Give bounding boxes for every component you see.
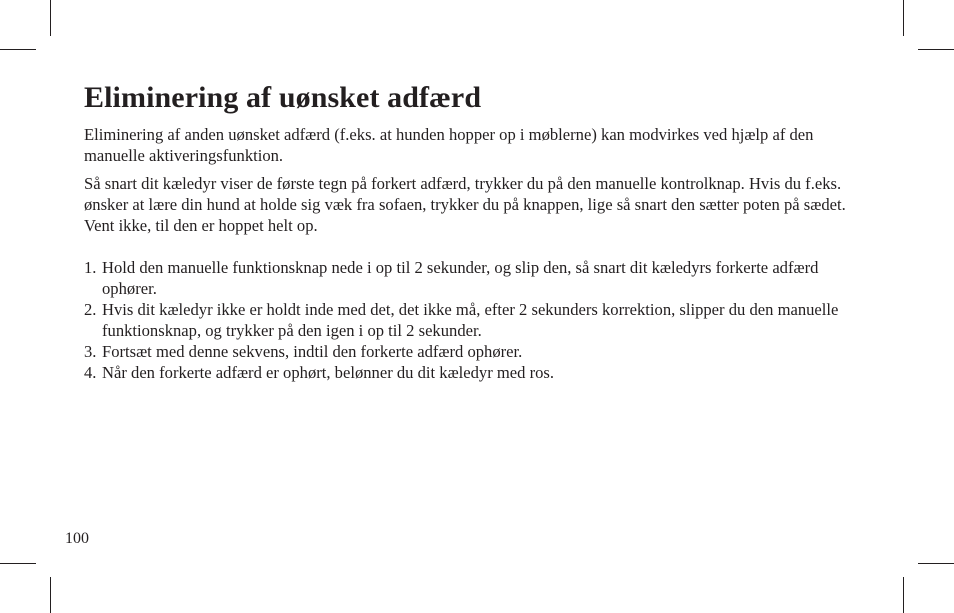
list-item bbox=[84, 341, 874, 362]
steps-list bbox=[84, 257, 874, 383]
step-text: Fortsæt med denne sekvens, indtil den forkerte adfærd ophører. bbox=[102, 342, 523, 361]
crop-mark-top-right-vertical bbox=[903, 0, 904, 36]
crop-mark-top-left-horizontal bbox=[0, 49, 36, 50]
list-item bbox=[84, 299, 874, 341]
instruction-paragraph: Så snart dit kæledyr viser de første tegn på forkert adfærd, trykker du på den manuelle kontrolknap. Hvis du f.eks. ønsker at lære din hund at holde sig væk fra sofaen, trykker du på knappen, lige så snart den sætter poten på sædet. Vent ikke, til den er hoppet helt op. bbox=[84, 174, 846, 235]
section-heading: Eliminering af uønsket adfærd bbox=[84, 81, 482, 114]
list-item bbox=[84, 362, 874, 383]
crop-mark-bottom-left-vertical bbox=[50, 577, 51, 613]
step-text: Hvis dit kæledyr ikke er holdt inde med det, det ikke må, efter 2 sekunders korrektion, slipper du den manuelle funktionsknap, og trykker på den igen i op til 2 sekunder. bbox=[102, 300, 839, 340]
page-content bbox=[84, 80, 874, 383]
list-item bbox=[84, 257, 874, 299]
step-number: 1. bbox=[84, 258, 97, 277]
step-text: Hold den manuelle funktionsknap nede i op til 2 sekunder, og slip den, så snart dit kæledyrs forkerte adfærd ophører. bbox=[102, 258, 819, 298]
step-number: 2. bbox=[84, 300, 97, 319]
intro-paragraph: Eliminering af anden uønsket adfærd (f.eks. at hunden hopper op i møblerne) kan modvirkes ved hjælp af den manuelle aktiveringsfunktion. bbox=[84, 125, 814, 165]
step-number: 3. bbox=[84, 342, 97, 361]
step-text: Når den forkerte adfærd er ophørt, belønner du dit kæledyr med ros. bbox=[102, 363, 555, 382]
crop-mark-bottom-right-horizontal bbox=[918, 563, 954, 564]
crop-mark-bottom-left-horizontal bbox=[0, 563, 36, 564]
crop-mark-bottom-right-vertical bbox=[903, 577, 904, 613]
crop-mark-top-left-vertical bbox=[50, 0, 51, 36]
crop-mark-top-right-horizontal bbox=[918, 49, 954, 50]
step-number: 4. bbox=[84, 363, 97, 382]
page-number: 100 bbox=[65, 530, 89, 547]
